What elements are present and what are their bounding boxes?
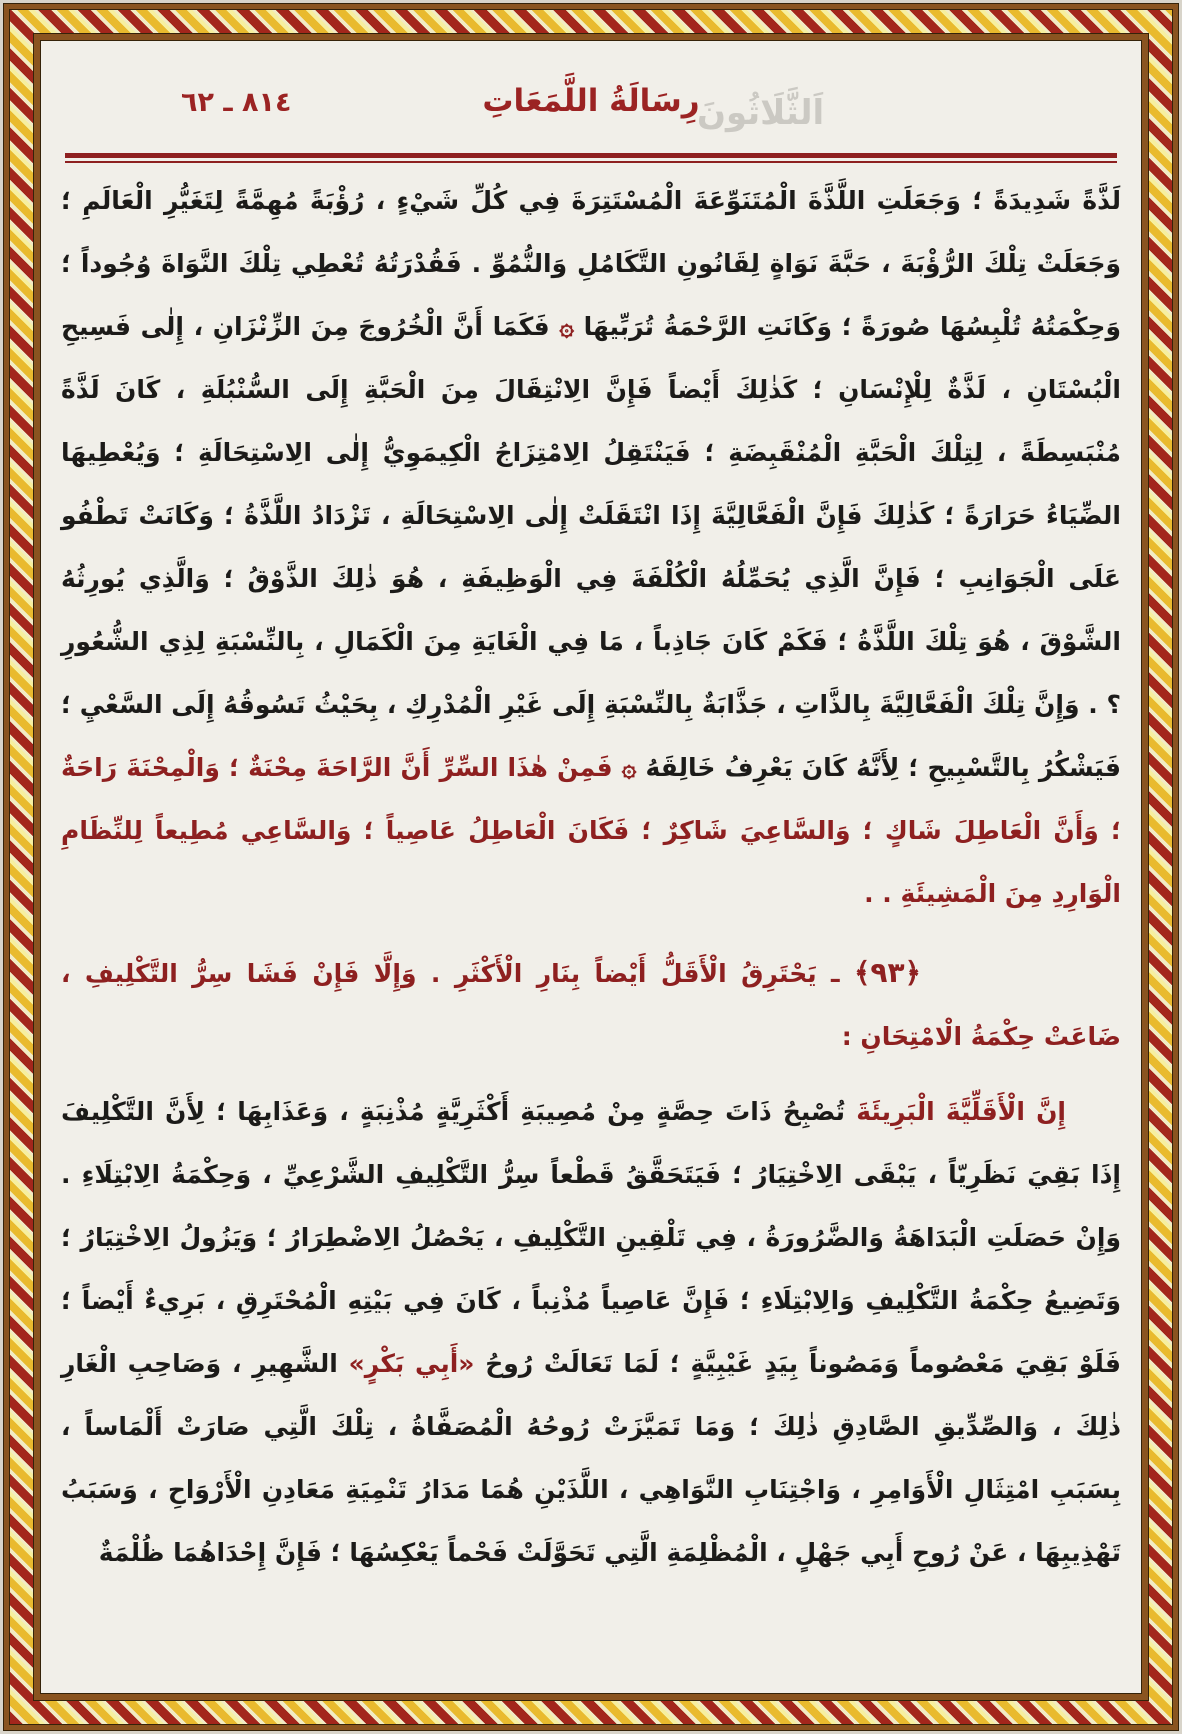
header-rule-thick <box>65 153 1117 158</box>
decorative-chain-border <box>9 9 1173 1725</box>
text-segment: إِنَّ الْأَقَلِّيَّةَ الْبَرِيئَةَ <box>845 1097 1066 1126</box>
text-segment: فَكَمَا أَنَّ الْخُرُوجَ مِنَ الزِّنْزَانِ ، إِلٰى فَسِيحِ الْبُسْتَانِ ، لَذَّةٌ لِلْإِنْسَانِ ؛ كَذٰلِكَ أَيْضاً فَإِنَّ الِانْتِقَالَ مِنَ الْحَبَّةِ إِلَى السُّنْبُلَةِ ، كَانَ لَذَّةً مُنْبَسِطَةً ، لِتِلْكَ الْحَبَّةِ الْمُنْقَبِضَةِ ؛ فَيَنْتَقِلُ الِامْتِزَاجُ الْكِيمَوِيُّ إِلٰى الِاسْتِحَالَةِ ؛ وَيُعْطِيهَا الضِّيَاءُ حَرَارَةً ؛ كَذٰلِكَ فَإِنَّ الْفَعَّالِيَّةَ إِذَا انْتَقَلَتْ إِلٰى الِاسْتِحَالَةِ ، تَزْدَادُ اللَّذَّةُ ؛ وَكَانَتْ تَطْفُو عَلَى الْجَوَانِبِ ؛ فَإِنَّ الَّذِي يُحَمِّلُهُ الْكُلْفَةَ فِي الْوَظِيفَةِ ، هُوَ ذٰلِكَ الذَّوْقُ ؛ وَالَّذِي يُورِثُهُ الشَّوْقَ ، هُوَ تِلْكَ اللَّذَّةُ ؛ فَكَمْ كَانَ جَاذِباً ، مَا فِي الْغَايَةِ مِنَ الْكَمَالِ ، بِالنِّسْبَةِ لِذِي الشُّعُورِ ؟ . وَإِنَّ تِلْكَ الْفَعَّالِيَّةَ بِالذَّاتِ ، جَذَّابَةٌ بِالنِّسْبَةِ إِلَى غَيْرِ الْمُدْرِكِ ، بِحَيْثُ تَسُوقُهُ إِلَى السَّعْيِ ؛ فَيَشْكُرُ بِالتَّسْبِيحِ ؛ لِأَنَّهُ كَانَ يَعْرِفُ خَالِقَهُ <box>61 312 1121 782</box>
decorative-border-outer <box>3 3 1179 1731</box>
continuation-paragraph <box>61 169 1121 925</box>
page-body <box>61 163 1121 1584</box>
page-content <box>40 40 1142 1694</box>
text-segment: الشَّهِيرِ ، وَصَاحِبِ الْغَارِ ذٰلِكَ ، وَالصِّدِّيقِ الصَّادِقِ ذٰلِكَ ؛ وَمَا تَمَيَّزَتْ رُوحُهُ الْمُصَفَّاةُ ، تِلْكَ الَّتِي صَارَتْ أَلْمَاساً ، بِسَبَبِ امْتِثَالِ الْأَوَامِرِ ، وَاجْتِنَابِ النَّوَاهِي ، اللَّذَيْنِ هُمَا مَدَارُ تَنْمِيَةِ مَعَادِنِ الْأَرْوَاحِ ، وَسَبَبُ تَهْذِيبِهَا ، عَنْ رُوحِ أَبِي جَهْلٍ ، الْمُظْلِمَةِ الَّتِي تَحَوَّلَتْ فَحْماً يَعْكِسُهَا ؛ فَإِنَّ إِحْدَاهُمَا ظُلْمَةٌ <box>61 1349 1121 1567</box>
decorative-border-inner <box>33 33 1149 1701</box>
page-numbers: ٨١٤ ـ ٦٢ <box>181 87 292 118</box>
text-segment: ـ يَحْتَرِقُ الْأَقَلُّ أَيْضاً بِنَارِ الْأَكْثَرِ . وَإِلَّا فَإِنْ فَشَا سِرُّ التَّكْلِيفِ ، ضَاعَتْ حِكْمَةُ الْامْتِحَانِ : <box>61 959 1121 1051</box>
rub-el-hizb-ornament: ۞ <box>559 312 574 341</box>
text-segment: لَذَّةً شَدِيدَةً ؛ وَجَعَلَتِ اللَّذَّةَ الْمُتَنَوِّعَةَ الْمُسْتَتِرَةَ فِي كُلِّ شَيْءٍ ، رُؤْبَةً مُهِمَّةً لِتَغَيُّرِ الْعَالَمِ ؛ وَجَعَلَتْ تِلْكَ الرُّؤْبَةَ ، حَبَّةَ نَوَاةٍ لِقَانُونِ التَّكَامُلِ وَالنُّمُوِّ . فَقُدْرَتُهُ تُعْطِي تِلْكَ النَّوَاةَ وُجُوداً ؛ وَحِكْمَتُهُ تُلْبِسُهَا صُورَةً ؛ وَكَانَتِ الرَّحْمَةُ تُرَبِّيهَا <box>61 186 1121 341</box>
text-segment: تُصْبِحُ ذَاتَ حِصَّةٍ مِنْ مُصِيبَةِ أَكْثَرِيَّةٍ مُذْنِبَةٍ ، وَعَذَابِهَا ؛ لِأَنَّ التَّكْلِيفَ إِذَا بَقِيَ نَظَرِيّاً ، يَبْقَى الِاخْتِيَارُ ؛ فَيَتَحَقَّقُ قَطْعاً سِرُّ التَّكْلِيفِ الشَّرْعِيِّ ، وَحِكْمَةُ الِابْتِلَاءِ . وَإِنْ حَصَلَتِ الْبَدَاهَةُ وَالضَّرُورَةُ ، فِي تَلْقِينِ التَّكْلِيفِ ، يَحْصُلُ الِاضْطِرَارُ ؛ وَيَزُولُ الِاخْتِيَارُ ؛ وَتَضِيعُ حِكْمَةُ التَّكْلِيفِ وَالِابْتِلَاءِ ؛ فَإِنَّ عَاصِياً مُذْنِباً ، كَانَ فِي بَيْتِهِ الْمُحْتَرِقِ ، بَرِيءٌ أَيْضاً ؛ فَلَوْ بَقِيَ مَعْصُوماً وَمَصُوناً بِيَدٍ غَيْبِيَّةٍ ؛ لَمَا تَعَالَتْ رُوحُ <box>61 1097 1121 1378</box>
section-number-marker: ﴿٩٣﴾ <box>854 956 921 989</box>
page-header <box>61 53 1121 153</box>
text-segment: ۞ فَمِنْ هٰذَا السِّرِّ أَنَّ الرَّاحَةَ مِحْنَةٌ ؛ وَالْمِحْنَةَ رَاحَةٌ ؛ وَأَنَّ الْعَاطِلَ شَاكٍ ؛ وَالسَّاعِيَ شَاكِرٌ ؛ فَكَانَ الْعَاطِلُ عَاصِياً ؛ وَالسَّاعِي مُطِيعاً لِلنِّظَامِ الْوَارِدِ مِنَ الْمَشِيئَةِ . . <box>61 753 1121 908</box>
section-93-paragraph <box>61 941 1121 1068</box>
text-segment: «أَبِي بَكْرٍ» <box>348 1349 475 1378</box>
page-title: رِسَالَةُ اللَّمَعَاتِ <box>482 83 700 119</box>
bleedthrough-watermark: اَلثَّلَاثُونَ <box>696 93 825 133</box>
body-paragraph <box>61 1080 1121 1584</box>
